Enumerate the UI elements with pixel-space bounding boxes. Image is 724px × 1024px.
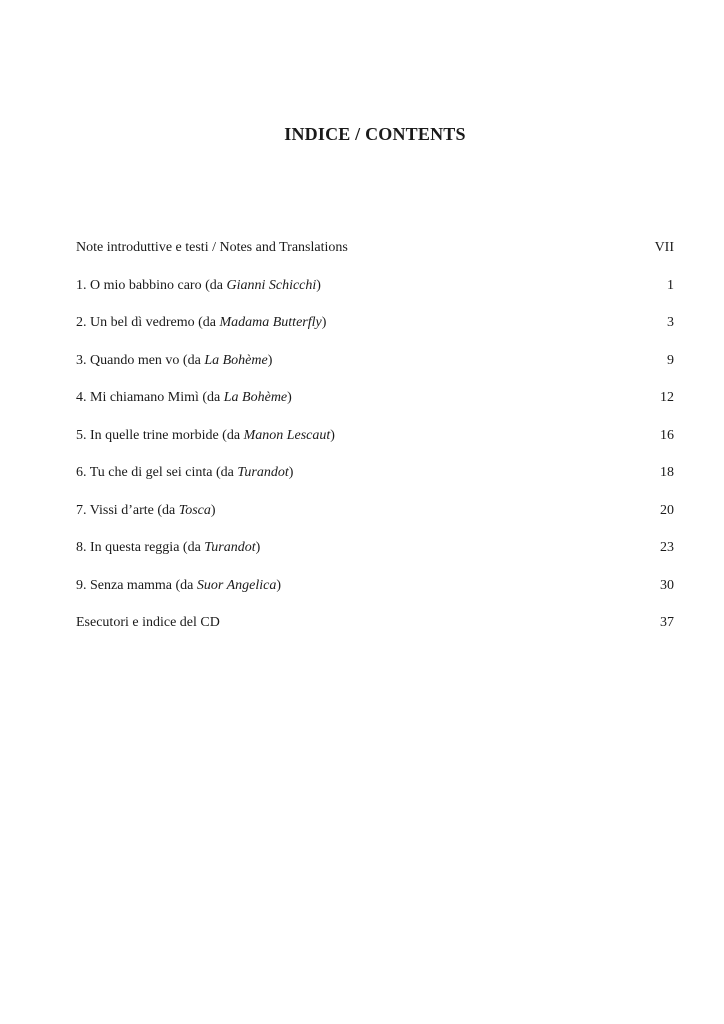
toc-entry bbox=[76, 428, 674, 466]
work-title: La Bohème bbox=[223, 390, 288, 405]
work-title: Suor Angelica bbox=[196, 577, 277, 593]
toc-entry bbox=[76, 278, 674, 316]
toc-entry bbox=[76, 240, 674, 278]
toc-page-number: 3 bbox=[667, 315, 674, 330]
work-title: Turandot bbox=[204, 540, 256, 555]
toc-page-number: 16 bbox=[660, 427, 674, 443]
toc-entry-title: 4. Mi chiamano Mimì (da La Bohème) bbox=[76, 390, 292, 405]
toc-entry-title: 7. Vissi d’arte (da Tosca) bbox=[76, 502, 216, 518]
toc-page-number: 18 bbox=[660, 465, 674, 480]
toc-entry bbox=[76, 503, 674, 541]
toc-page-number: 9 bbox=[667, 352, 674, 368]
toc-entry-title: 3. Quando men vo (da La Bohème) bbox=[76, 352, 273, 368]
toc-entry bbox=[76, 615, 674, 653]
toc-page-number: 20 bbox=[660, 502, 674, 518]
toc-entry-title: 8. In questa reggia (da Turandot) bbox=[76, 540, 261, 555]
toc-entry bbox=[76, 315, 674, 353]
toc-page-number: 23 bbox=[660, 540, 674, 555]
toc-entry-title: 6. Tu che di gel sei cinta (da Turandot) bbox=[76, 465, 294, 480]
toc-entry bbox=[76, 465, 674, 503]
toc-entry-title: 1. O mio babbino caro (da Gianni Schicchi) bbox=[76, 277, 321, 293]
work-title: Madama Butterfly bbox=[219, 315, 322, 330]
toc-entry-title: Esecutori e indice del CD bbox=[76, 615, 220, 630]
toc-entry bbox=[76, 390, 674, 428]
toc-page-number: 30 bbox=[660, 577, 674, 593]
work-title: Tosca bbox=[178, 502, 211, 518]
toc-entry-title: Note introduttive e testi / Notes and Translations bbox=[76, 240, 348, 255]
toc-page-number: VII bbox=[654, 240, 674, 255]
work-title: La Bohème bbox=[204, 352, 268, 368]
toc-entry-title: 2. Un bel dì vedremo (da Madama Butterfly) bbox=[76, 315, 327, 330]
toc-entry bbox=[76, 540, 674, 578]
toc-entry-title: 5. In quelle trine morbide (da Manon Lescaut) bbox=[76, 427, 335, 443]
toc-entry bbox=[76, 578, 674, 616]
toc-entry bbox=[76, 353, 674, 391]
table-of-contents bbox=[76, 240, 674, 653]
work-title: Manon Lescaut bbox=[243, 427, 331, 443]
toc-entry-title: 9. Senza mamma (da Suor Angelica) bbox=[76, 577, 282, 593]
page-title: INDICE / CONTENTS bbox=[284, 124, 466, 144]
work-title: Turandot bbox=[237, 465, 289, 480]
work-title: Gianni Schicchi bbox=[226, 277, 317, 293]
toc-page-number: 12 bbox=[660, 390, 674, 405]
toc-page-number: 37 bbox=[660, 615, 674, 630]
toc-page-number: 1 bbox=[667, 277, 674, 293]
